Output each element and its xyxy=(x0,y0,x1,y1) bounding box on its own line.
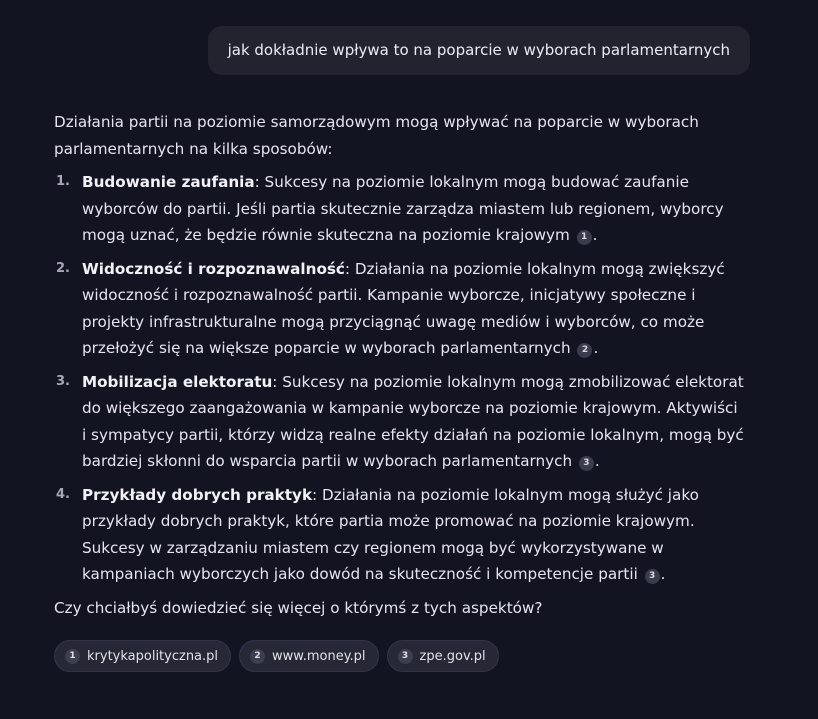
citation-badge[interactable]: 1 xyxy=(577,230,592,245)
list-item-text: : Sukcesy na poziomie lokalnym mogą budować zaufanie wyborców do partii. Jeśli partia skutecznie zarządza miastem lub regionem, wyborcy mogą uznać, że będzie równie skuteczna na poziomie krajowym xyxy=(82,173,724,244)
list-item-number: 4. xyxy=(56,486,70,502)
source-number-badge: 1 xyxy=(65,649,80,664)
list-item-title: Mobilizacja elektoratu xyxy=(82,372,273,391)
list-item-title: Widoczność i rozpoznawalność xyxy=(82,259,345,278)
list-item-title: Przykłady dobrych praktyk xyxy=(82,485,313,504)
list-item-text: : Sukcesy na poziomie lokalnym mogą zmobilizować elektorat do większego zaangażowania w kampanie wyborcze na poziomie krajowym. Aktywiści i sympatycy partii, którzy widzą realne efekty działań na poziomie lokalnym, mogą być bardziej skłonni do wsparcia partii w wyborach parlamentarnych xyxy=(82,372,744,470)
source-label: zpe.gov.pl xyxy=(419,648,486,664)
assistant-answer xyxy=(54,109,744,621)
list-item xyxy=(54,169,744,249)
list-item-end: . xyxy=(660,565,666,583)
list-item-title: Budowanie zaufania xyxy=(82,173,255,191)
citation-badge[interactable]: 2 xyxy=(577,343,592,358)
source-chip-zpe[interactable] xyxy=(387,640,499,672)
answer-points-list xyxy=(54,169,744,588)
list-item-end: . xyxy=(594,452,600,470)
list-item xyxy=(54,482,744,588)
list-item xyxy=(54,256,744,362)
list-item-text: : Działania na poziomie lokalnym mogą zwiększyć widoczność i rozpoznawalność partii. Kampanie wyborcze, inicjatywy społeczne i projekty infrastrukturalne mogą przyciągnąć uwagę mediów i wyborców, co może przełożyć się na większe poparcie w wyborach parlamentarnych xyxy=(82,259,725,357)
source-label: krytykapolityczna.pl xyxy=(87,648,219,664)
citation-badge[interactable]: 3 xyxy=(645,569,660,584)
citation-badge[interactable]: 3 xyxy=(579,456,594,471)
user-message-bubble: jak dokładnie wpływa to na poparcie w wyborach parlamentarnych xyxy=(208,26,750,75)
list-item xyxy=(54,369,744,475)
list-item-number: 3. xyxy=(56,373,70,389)
list-item-number: 2. xyxy=(56,260,70,276)
source-chip-money[interactable] xyxy=(239,640,379,672)
list-item-text: : Działania na poziomie lokalnym mogą służyć jako przykłady dobrych praktyk, które partia może promować na poziomie krajowym. Sukcesy w zarządzaniu miastem czy regionem mogą być wykorzystywane w kampaniach wyborczych jako dowód na skuteczność i kompetencje partii xyxy=(82,485,699,583)
list-item-end: . xyxy=(593,339,599,357)
sources-bar xyxy=(54,640,499,672)
list-item-number: 1. xyxy=(56,174,70,189)
source-label: www.money.pl xyxy=(272,648,366,664)
source-chip-krytykapolityczna[interactable] xyxy=(54,640,231,672)
answer-closing-question: Czy chciałbyś dowiedzieć się więcej o którymś z tych aspektów? xyxy=(54,598,543,617)
source-number-badge: 2 xyxy=(250,649,265,664)
list-item-end: . xyxy=(592,226,598,244)
source-number-badge: 3 xyxy=(398,649,413,664)
answer-intro: Działania partii na poziomie samorządowym mogą wpływać na poparcie w wyborach parlamentarnych na kilka sposobów: xyxy=(54,113,699,158)
user-message-row xyxy=(208,26,750,75)
